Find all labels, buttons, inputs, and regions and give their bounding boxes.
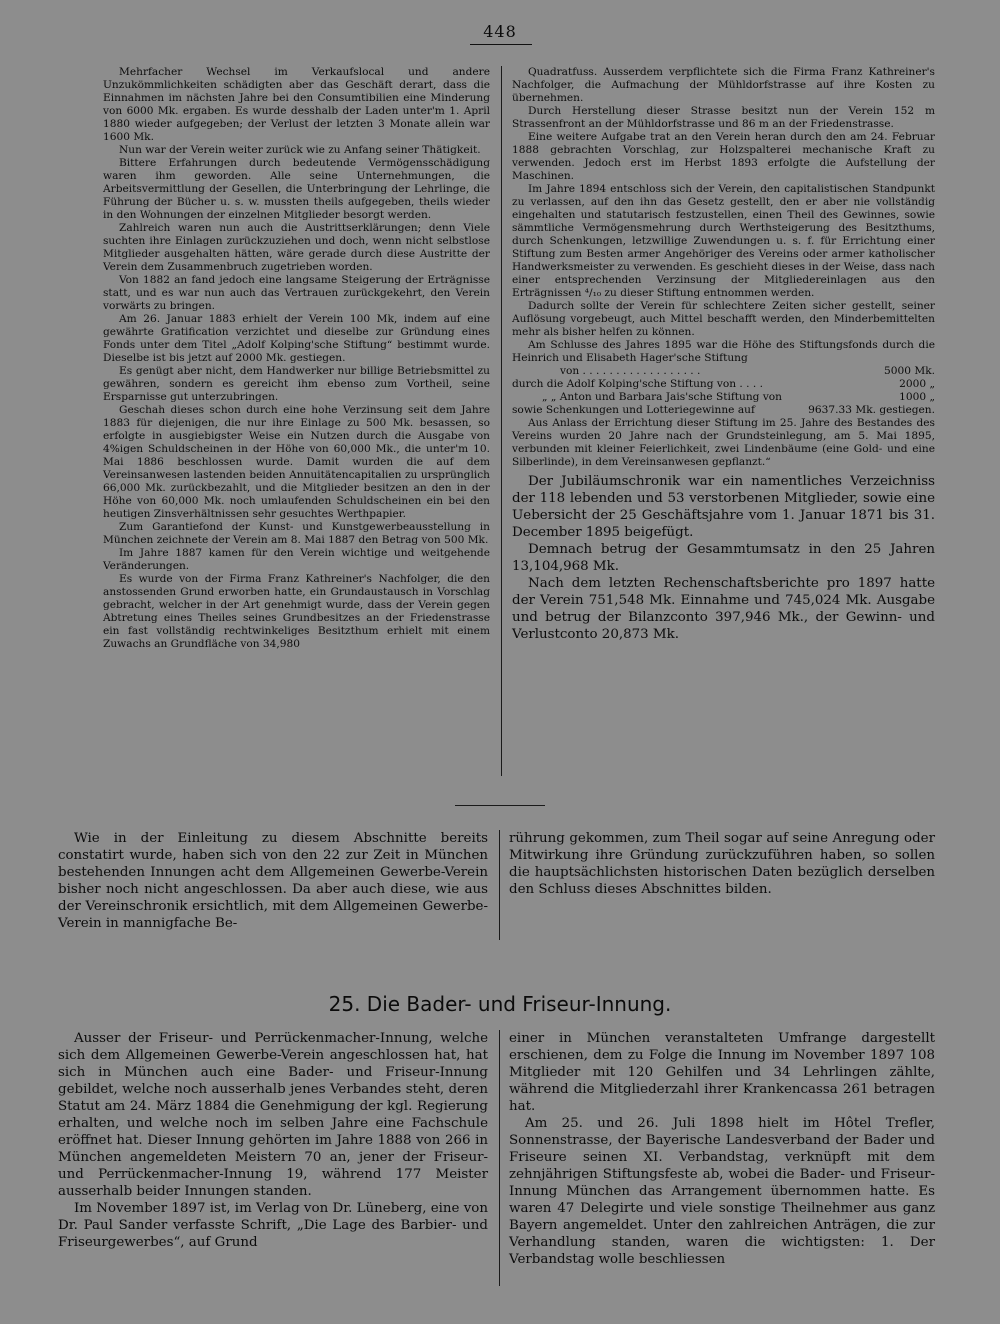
paragraph: Am 26. Januar 1883 erhielt der Verein 100 Mk, indem auf eine gewährte Gratification verzichtet und dieselbe zur Gründung eines Fonds unter dem Titel „Adolf Kolping'sche Stiftung“ bestimmt wurde. Dieselbe ist bis jetzt auf 2000 Mk. gestiegen. [103,313,490,364]
paragraph: Dadurch sollte der Verein für schlechtere Zeiten sicher gestellt, seiner Auflösung vorgebeugt, auch Mittel beschafft werden, den Minderbemittelten mehr als bisher helfen zu können. [512,300,935,338]
paragraph: Ausser der Friseur- und Perrückenmacher-Innung, welche sich dem Allgemeinen Gewerbe-Verein angeschlossen hat, hat sich in München auch eine Bader- und Friseur-Innung gebildet, welche noch ausserhalb jenes Verbandes steht, deren Statut am 24. März 1884 die Genehmigung der kgl. Regierung erhalten, und welche noch im selben Jahre eine Fachschule eröffnet hat. Dieser Innung gehörten im Jahre 1888 von 266 in München angemeldeten Meistern 70 an, jener der Friseur- und Perrückenmacher-Innung 19, während 177 Meister ausserhalb beider Innungen standen. [58,1031,488,1199]
bottom-left-column [58,1030,488,1251]
fund-amount: 5000 Mk. [884,365,935,377]
middle-right-column [509,830,935,898]
paragraph: Am Schlusse des Jahres 1895 war die Höhe des Stiftungsfonds durch die Heinrich und Elisabeth Hager'sche Stiftung [512,339,935,364]
column-divider-bottom [499,1030,500,1286]
paragraph: Im Jahre 1894 entschloss sich der Verein, den capitalistischen Standpunkt zu verlassen, auf den ihn das Gesetz gestellt, den er aber nie vollständig eingehalten und statutarisch festzustellen, einen Theil des Gewinnes, sowie sämmtliche Vermögensmehrung durch Werthsteigerung des Besitzthums, durch Schenkungen, letzwillige Zuwendungen u. s. f. für Errichtung einer Stiftung zum Besten armer Angehöriger des Vereins oder armer katholischer Handwerksmeister zu verwenden. Es geschieht dieses in der Weise, dass nach einer entsprechenden Verzinsung der Mitgliedereinlagen aus den Erträgnissen ⁴/₁₀ zu dieser Stiftung entnommen werden. [512,183,935,299]
table-row [512,365,935,378]
column-divider-middle [499,830,500,940]
fund-amount: 2000 „ [899,378,935,390]
stiftungsfonds-table [512,365,935,417]
paragraph: rührung gekommen, zum Theil sogar auf seine Anregung oder Mitwirkung ihre Gründung zurückzuführen haben, so sollen die hauptsächlichsten historischen Daten bezüglich derselben den Schluss dieses Abschnittes bilden. [509,831,935,897]
paragraph: Quadratfuss. Ausserdem verpflichtete sich die Firma Franz Kathreiner's Nachfolger, die Aufmachung der Mühldorfstrasse auf ihre Kosten zu übernehmen. [512,66,935,104]
paragraph: Nun war der Verein weiter zurück wie zu Anfang seiner Thätigkeit. [119,144,481,156]
jubilaeum-summary [512,473,935,643]
table-row [512,378,935,391]
paragraph: Geschah dieses schon durch eine hohe Verzinsung seit dem Jahre 1883 für diejenigen, die nur ihre Einlage zu 500 Mk. besassen, so erfolgte in ausgiebigster Weise ein Nutzen durch die Ausgabe von 4%igen Schuldscheinen in der Höhe von 60,000 Mk., die unter'm 10. Mai 1886 beschlossen wurde. Damit wurden die auf dem Vereinsanwesen lastenden beiden Annuitätencapitalien zu ursprünglich 66,000 Mk. zurückbezahlt, und die Mitglieder besitzen an den in der Höhe von 60,000 Mk. noch umlaufenden Schuldscheinen ein bei den heutigen Zinsverhältnissen sehr gesuchtes Werthpapier. [103,404,490,520]
paragraph: Aus Anlass der Errichtung dieser Stiftung im 25. Jahre des Bestandes des Vereins wurden 20 Jahre nach der Grundsteinlegung, am 5. Mai 1895, verbunden mit kleiner Feierlichkeit, zwei Lindenbäume (eine Gold- und eine Silberlinde), in dem Vereinsanwesen gepflanzt.“ [512,417,935,468]
middle-left-column [58,830,488,932]
column-divider-top [501,66,502,776]
paragraph: Am 25. und 26. Juli 1898 hielt im Hôtel Trefler, Sonnenstrasse, der Bayerische Landesverband der Bader und Friseure seinen XI. Verbandstag, verknüpft mit dem zehnjährigen Stiftungsfeste ab, wobei die Bader- und Friseur-Innung München das Arrangement übernommen hatte. Es waren 47 Delegirte und viele sonstige Theilnehmer aus ganz Bayern angemeldet. Unter den zahlreichen Anträgen, die zur Verhandlung standen, waren die wichtigsten: 1. Der Verbandstag wolle beschliessen [509,1116,935,1267]
paragraph: Der Jubiläumschronik war ein namentliches Verzeichniss der 118 lebenden und 53 verstorbenen Mitglieder, sowie eine Uebersicht der 25 Geschäftsjahre vom 1. Januar 1871 bis 31. December 1895 beigefügt. [512,474,935,540]
paragraph: Es wurde von der Firma Franz Kathreiner's Nachfolger, die den anstossenden Grund erworben hatte, ein Grundaustausch in Vorschlag gebracht, welcher in der Art genehmigt wurde, dass der Verein gegen Abtretung eines Theiles seines Grundbesitzes an der Friedenstrasse ein fast vollständig rechtwinkeliges Besitzthum erhielt mit einem Zuwachs an Grundfläche von 34,980 [103,573,490,650]
paragraph: Eine weitere Aufgabe trat an den Verein heran durch den am 24. Februar 1888 gebrachten Vorschlag, zur Holzspalterei mechanische Kraft zu verwenden. Jedoch erst im Herbst 1893 erfolgte die Aufstellung der Maschinen. [512,131,935,182]
paragraph: Bittere Erfahrungen durch bedeutende Vermögensschädigung waren ihm geworden. Alle seine Unternehmungen, die Arbeitsvermittlung der Gesellen, die Unterbringung der Lehrlinge, die Führung der Bücher u. s. w. mussten theils aufgegeben, theils wieder in den Wohnungen der einzelnen Mitglieder besorgt werden. [103,157,490,221]
paragraph: Mehrfacher Wechsel im Verkaufslocal und andere Unzukömmlichkeiten schädigten aber das Geschäft derart, dass die Einnahmen im nächsten Jahre bei den Consumtibilien eine Minderung von 6000 Mk. ergaben. Es wurde desshalb der Laden unter'm 1. April 1880 wieder aufgegeben; der Verlust der letzten 3 Monate allein war 1600 Mk. [103,66,490,143]
fund-label: sowie Schenkungen und Lotteriegewinne auf [512,404,755,416]
table-row [512,404,935,417]
section-separator [455,805,545,806]
page-number: 448 [483,22,517,41]
fund-label: durch die Adolf Kolping'sche Stiftung von . . . . [512,378,763,390]
paragraph: Durch Herstellung dieser Strasse besitzt nun der Verein 152 m Strassenfront an der Mühldorfstrasse und 86 m an der Friedenstrasse. [512,105,935,130]
paragraph: Zahlreich waren nun auch die Austrittserklärungen; denn Viele suchten ihre Einlagen zurückzuziehen und doch, wenn nicht selbstlose Mitglieder ausgehalten hätten, wäre gerade durch diese Austritte der Verein dem Zusammenbruch zugetrieben worden. [103,222,490,273]
section-heading: 25. Die Bader- und Friseur-Innung. [328,992,672,1016]
fund-label: von . . . . . . . . . . . . . . . . . . [560,365,701,377]
fund-amount: 9637.33 Mk. gestiegen. [808,404,935,416]
paragraph: Es genügt aber nicht, dem Handwerker nur billige Betriebsmittel zu gewähren, sondern es gereicht ihm ebenso zum Vortheil, seine Ersparnisse gut unterzubringen. [103,365,490,403]
fund-amount: 1000 „ [899,391,935,403]
paragraph: Nach dem letzten Rechenschaftsberichte pro 1897 hatte der Verein 751,548 Mk. Einnahme und 745,024 Mk. Ausgabe und betrug der Bilanzconto 397,946 Mk., der Gewinn- und Verlustconto 20,873 Mk. [512,576,935,642]
fund-label: „ „ Anton und Barbara Jais'sche Stiftung von [542,391,783,403]
top-left-column [103,66,490,651]
page-number-rule [470,44,532,45]
paragraph: Zum Garantiefond der Kunst- und Kunstgewerbeausstellung in München zeichnete der Verein am 8. Mai 1887 den Betrag von 500 Mk. [103,521,490,546]
paragraph: Von 1882 an fand jedoch eine langsame Steigerung der Erträgnisse statt, und es war nun auch das Vertrauen zurückgekehrt, den Verein vorwärts zu bringen. [103,274,490,312]
paragraph: einer in München veranstalteten Umfrange dargestellt erschienen, dem zu Folge die Innung im November 1897 108 Mitglieder mit 120 Gehilfen und 34 Lehrlingen zählte, während die Mitgliederzahl ihrer Krankencassa 261 betragen hat. [509,1031,935,1114]
paragraph: Im November 1897 ist, im Verlag von Dr. Lüneberg, eine von Dr. Paul Sander verfasste Schrift, „Die Lage des Barbier- und Friseurgewerbes“, auf Grund [58,1201,488,1250]
table-row [512,391,935,404]
bottom-right-column [509,1030,935,1268]
paragraph: Im Jahre 1887 kamen für den Verein wichtige und weitgehende Veränderungen. [103,547,490,572]
top-right-column [512,66,935,643]
paragraph: Wie in der Einleitung zu diesem Abschnitte bereits constatirt wurde, haben sich von den 22 zur Zeit in München bestehenden Innungen acht dem Allgemeinen Gewerbe-Verein bisher noch nicht angeschlossen. Da aber auch diese, wie aus der Vereinschronik ersichtlich, mit dem Allgemeinen Gewerbe-Verein in mannigfache Be- [58,831,488,931]
paragraph: Demnach betrug der Gesammtumsatz in den 25 Jahren 13,104,968 Mk. [512,542,935,574]
